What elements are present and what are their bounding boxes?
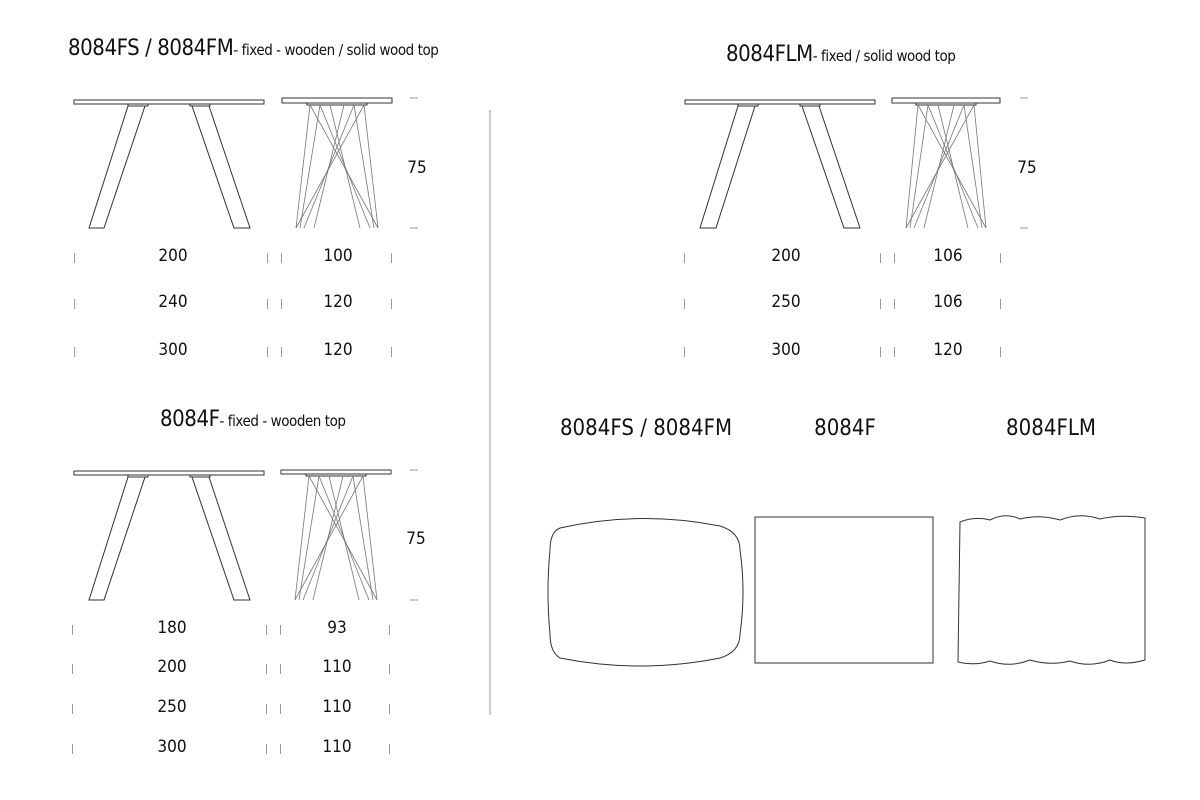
width-value: 106 <box>933 292 963 312</box>
panel-fs-fm-title: 8084FS / 8084FM <box>68 36 234 61</box>
width-value: 120 <box>933 340 963 360</box>
flm-side-view <box>685 100 875 228</box>
length-value: 300 <box>158 340 188 360</box>
top-shape-label-flm: 8084FLM <box>1006 416 1096 441</box>
fs-fm-end-view <box>282 98 392 228</box>
top-shape-label-f: 8084F <box>814 416 876 441</box>
width-value: 120 <box>323 292 353 312</box>
length-value: 240 <box>158 292 188 312</box>
length-value: 300 <box>157 737 187 757</box>
length-value: 180 <box>157 618 187 638</box>
width-value: 110 <box>322 657 352 677</box>
panel-f-title-block <box>160 407 346 432</box>
length-value: 250 <box>771 292 801 312</box>
panel-fs-fm-subtitle: - fixed - wooden / solid wood top <box>233 41 439 59</box>
panel-flm-title: 8084FLM <box>726 42 813 67</box>
length-value: 250 <box>157 697 187 717</box>
panel-f-height: 75 <box>406 529 426 549</box>
panel-fs-fm-title-block <box>68 36 438 61</box>
top-shape-label-fs-fm: 8084FS / 8084FM <box>559 416 733 441</box>
width-value: 120 <box>323 340 353 360</box>
width-value: 110 <box>322 697 352 717</box>
top-shape-live-edge <box>958 516 1145 665</box>
width-value: 106 <box>933 246 963 266</box>
length-value: 200 <box>771 246 801 266</box>
panel-fs-fm-height: 75 <box>407 158 427 178</box>
width-value: 110 <box>322 737 352 757</box>
panel-f-title: 8084F <box>160 407 220 432</box>
width-value: 100 <box>323 246 353 266</box>
top-shape-barrel <box>548 518 743 666</box>
top-shape-rectangle <box>755 517 933 663</box>
length-value: 300 <box>771 340 801 360</box>
length-value: 200 <box>158 246 188 266</box>
panel-flm-subtitle: - fixed / solid wood top <box>812 47 956 65</box>
length-value: 200 <box>157 657 187 677</box>
f-side-view <box>74 471 264 600</box>
f-end-view <box>281 470 391 600</box>
width-value: 93 <box>327 618 347 638</box>
panel-flm-title-block <box>726 42 955 67</box>
panel-flm-height: 75 <box>1017 158 1037 178</box>
panel-f-subtitle: - fixed - wooden top <box>219 412 346 430</box>
flm-end-view <box>892 98 1000 228</box>
fs-fm-side-view <box>74 100 264 228</box>
